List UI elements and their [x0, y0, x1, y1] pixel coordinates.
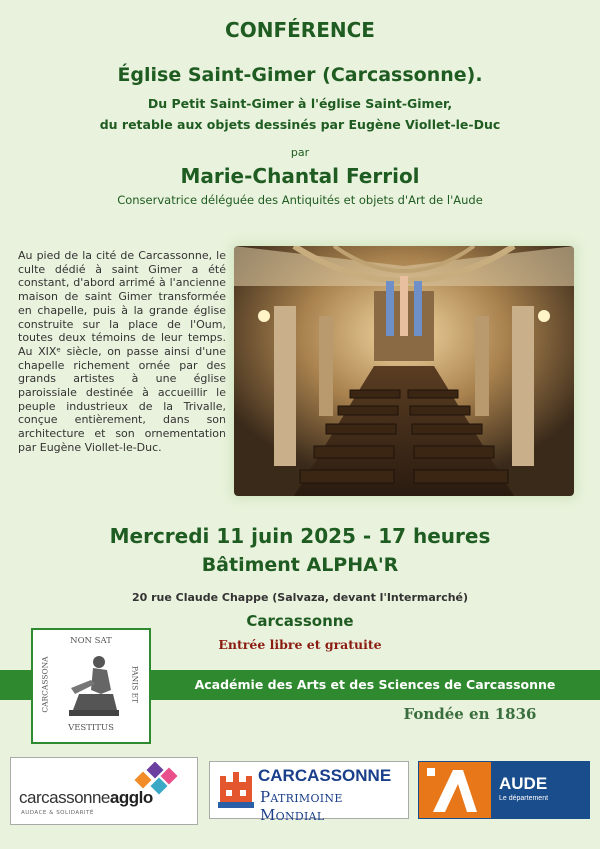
agglo-tagline: AUDACE & SOLIDARITÉ: [21, 810, 94, 816]
aude-emblem-icon: [419, 762, 491, 818]
church-interior-photo: [234, 246, 574, 496]
subtitle-line-1: Du Petit Saint-Gimer à l'église Saint-Gimer,: [147, 96, 453, 111]
event-date: Mercredi 11 juin 2025 - 17 heures: [109, 524, 491, 548]
patrimoine-subtitle: Patrimoine Mondial: [260, 788, 343, 824]
event-title: Église Saint-Gimer (Carcassonne).: [117, 64, 483, 86]
seal-text-left: CARCASSONA: [40, 656, 50, 713]
academy-name: Académie des Arts et des Sciences de Carcassonne: [194, 677, 556, 692]
seal-text-right: PANIS ET: [130, 665, 140, 704]
entry-info: Entrée libre et gratuite: [218, 637, 382, 652]
conference-heading: CONFÉRENCE: [225, 18, 375, 42]
founded-date: Fondée en 1836: [403, 705, 537, 723]
aude-subtitle: Le département: [499, 795, 549, 802]
event-city: Carcassonne: [246, 612, 354, 630]
speaker-name: Marie-Chantal Ferriol: [180, 164, 420, 188]
castle-icon: [216, 768, 256, 812]
patrimoine-mondial-logo: [209, 761, 409, 824]
seal-text-bottom: VESTITUS: [68, 723, 114, 733]
by-label: par: [290, 146, 310, 159]
agglo-wordmark: [19, 788, 153, 808]
aude-title: AUDE: [499, 774, 548, 793]
event-venue: Bâtiment ALPHA'R: [201, 554, 399, 576]
agglo-wordmark-main: carcassonne: [19, 788, 110, 807]
seated-figure-icon: [61, 650, 121, 720]
speaker-role: Conservatrice déléguée des Antiquités et objets d'Art de l'Aude: [117, 193, 483, 207]
aude-departement-logo: [418, 761, 590, 819]
agglo-wordmark-bold: agglo: [109, 788, 153, 807]
subtitle-line-2: du retable aux objets dessinés par Eugène Viollet-le-Duc: [99, 117, 501, 132]
academy-seal: [31, 628, 151, 744]
seal-text-top: NON SAT: [70, 636, 112, 646]
patrimoine-title: CARCASSONNE: [258, 766, 392, 785]
carcassonne-agglo-logo: [10, 757, 198, 825]
description-text: Au pied de la cité de Carcassonne, le culte dédié à saint Gimer a été constant, d'abord arrimé à l'ancienne maison de saint Gimer transformée en chapelle, puis à la grande église construite sur la place de l'Oum, toutes deux témoins de leur temps. Au XIXᵉ siècle, on passe ainsi d'une chapelle richement ornée par des grands artistes à une église paroissiale destinée à accueillir le peuple industrieux de la Trivalle, conçue entièrement, dans son architecture et son ornementation par Eugène Viollet-le-Duc.: [18, 249, 226, 454]
event-address: 20 rue Claude Chappe (Salvaza, devant l'Intermarché): [131, 591, 469, 604]
